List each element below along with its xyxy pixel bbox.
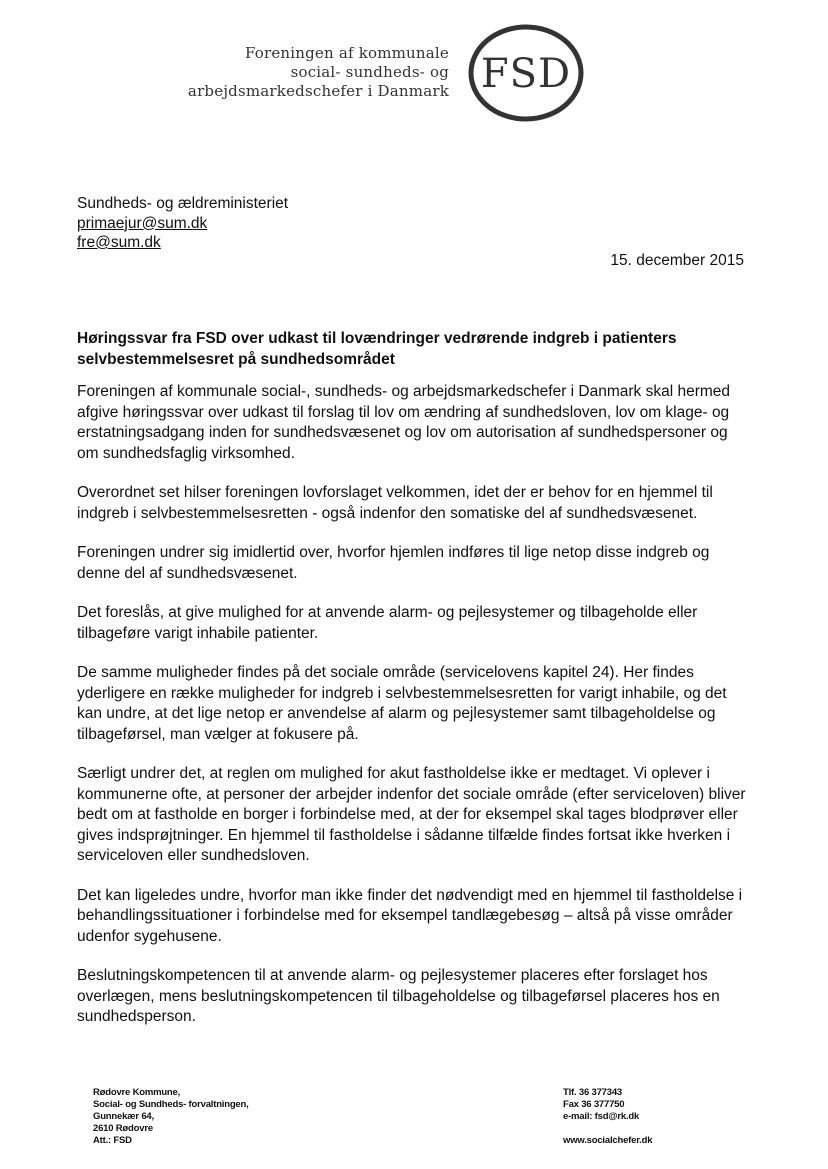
letterhead-line-3: arbejdsmarkedschefer i Danmark xyxy=(187,82,449,100)
paragraph: Foreningen af kommunale social-, sundheds- og arbejdsmarkedschefer i Danmark skal hermed afgive høringssvar over udkast til forslag til lov om ændring af sundhedsloven, lov om klage- og erstatningsadgang inden for sundhedsvæsenet og lov om autorisation af sundhedspersoner og om sundhedsfaglig virksomhed. xyxy=(77,383,731,462)
footer-address xyxy=(93,1087,249,1147)
recipient-email-link-1[interactable]: primaejur@sum.dk xyxy=(77,214,208,232)
footer-address-line: Att.: FSD xyxy=(93,1135,132,1146)
footer-address-line: Social- og Sundheds- forvaltningen, xyxy=(93,1099,249,1110)
paragraph: Det foreslås, at give mulighed for at anvende alarm- og pejlesystemer og tilbageholde eller tilbageføre varigt inhabile patienter. xyxy=(77,604,698,642)
footer-email[interactable]: e-mail: fsd@rk.dk xyxy=(563,1111,640,1122)
footer-address-line: 2610 Rødovre xyxy=(93,1123,153,1134)
paragraph: Foreningen undrer sig imidlertid over, hvorfor hjemlen indføres til lige netop disse indgreb og denne del af sundhedsvæsenet. xyxy=(77,544,710,582)
letterhead-line-1: Foreningen af kommunale xyxy=(244,44,449,62)
footer-contact xyxy=(563,1087,652,1147)
footer-address-line: Gunnekær 64, xyxy=(93,1111,154,1122)
footer-website-link[interactable]: www.socialchefer.dk xyxy=(563,1135,653,1146)
recipient-email-link-2[interactable]: fre@sum.dk xyxy=(77,234,161,251)
letter-body xyxy=(77,329,747,1047)
recipient-name: Sundheds- og ældreministeriet xyxy=(77,195,289,212)
letter-date: 15. december 2015 xyxy=(610,252,744,269)
letterhead-line-2: social- sundheds- og xyxy=(290,63,449,81)
footer-phone: Tlf. 36 377343 xyxy=(563,1087,622,1098)
recipient-block xyxy=(77,194,288,253)
paragraph: Det kan ligeledes undre, hvorfor man ikke finder det nødvendigt med en hjemmel til fastholdelse i behandlingssituationer i forbindelse med for eksempel tandlægebesøg – altså på visse områder udenfor sygehusene. xyxy=(77,886,743,945)
fsd-logo xyxy=(468,24,584,122)
paragraph: Overordnet set hilser foreningen lovforslaget velkommen, idet der er behov for en hjemmel til indgreb i selvbestemmelsesretten - også indenfor den somatiske del af sundhedsvæsenet. xyxy=(77,484,713,522)
letterhead xyxy=(188,44,449,101)
letter-heading: Høringssvar fra FSD over udkast til lovændringer vedrørende indgreb i patienters selvbestemmelsesret på sundhedsområdet xyxy=(77,330,677,368)
paragraph: De samme muligheder findes på det sociale område (servicelovens kapitel 24). Her findes yderligere en række muligheder for indgreb i selvbestemmelsesretten for varigt inhabile, og det kan undre, at det lige netop er anvendelse af alarm og pejlesystemer samt tilbageholdelse og tilbageførsel, man vælger at fokusere på. xyxy=(77,664,727,743)
footer-fax: Fax 36 377750 xyxy=(563,1099,625,1110)
paragraph: Beslutningskompetencen til at anvende alarm- og pejlesystemer placeres efter forslaget hos overlægen, mens beslutningskompetencen til tilbageholdelse og tilbageførsel placeres hos en sundhedsperson. xyxy=(77,967,720,1025)
footer-address-line: Rødovre Kommune, xyxy=(93,1087,181,1098)
paragraph: Særligt undrer det, at reglen om mulighed for akut fastholdelse ikke er medtaget. Vi oplever i kommunerne ofte, at personer der arbejder indenfor det sociale område (efter serviceloven) bliver bedt om at fastholde en borger i forbindelse med, at der for eksempel skal tages blodprøver eller gives indsprøjtninger. En hjemmel til fastholdelse i sådanne tilfælde findes fortsat ikke hverken i serviceloven eller sundhedsloven. xyxy=(77,765,746,864)
logo-text: FSD xyxy=(480,51,572,97)
